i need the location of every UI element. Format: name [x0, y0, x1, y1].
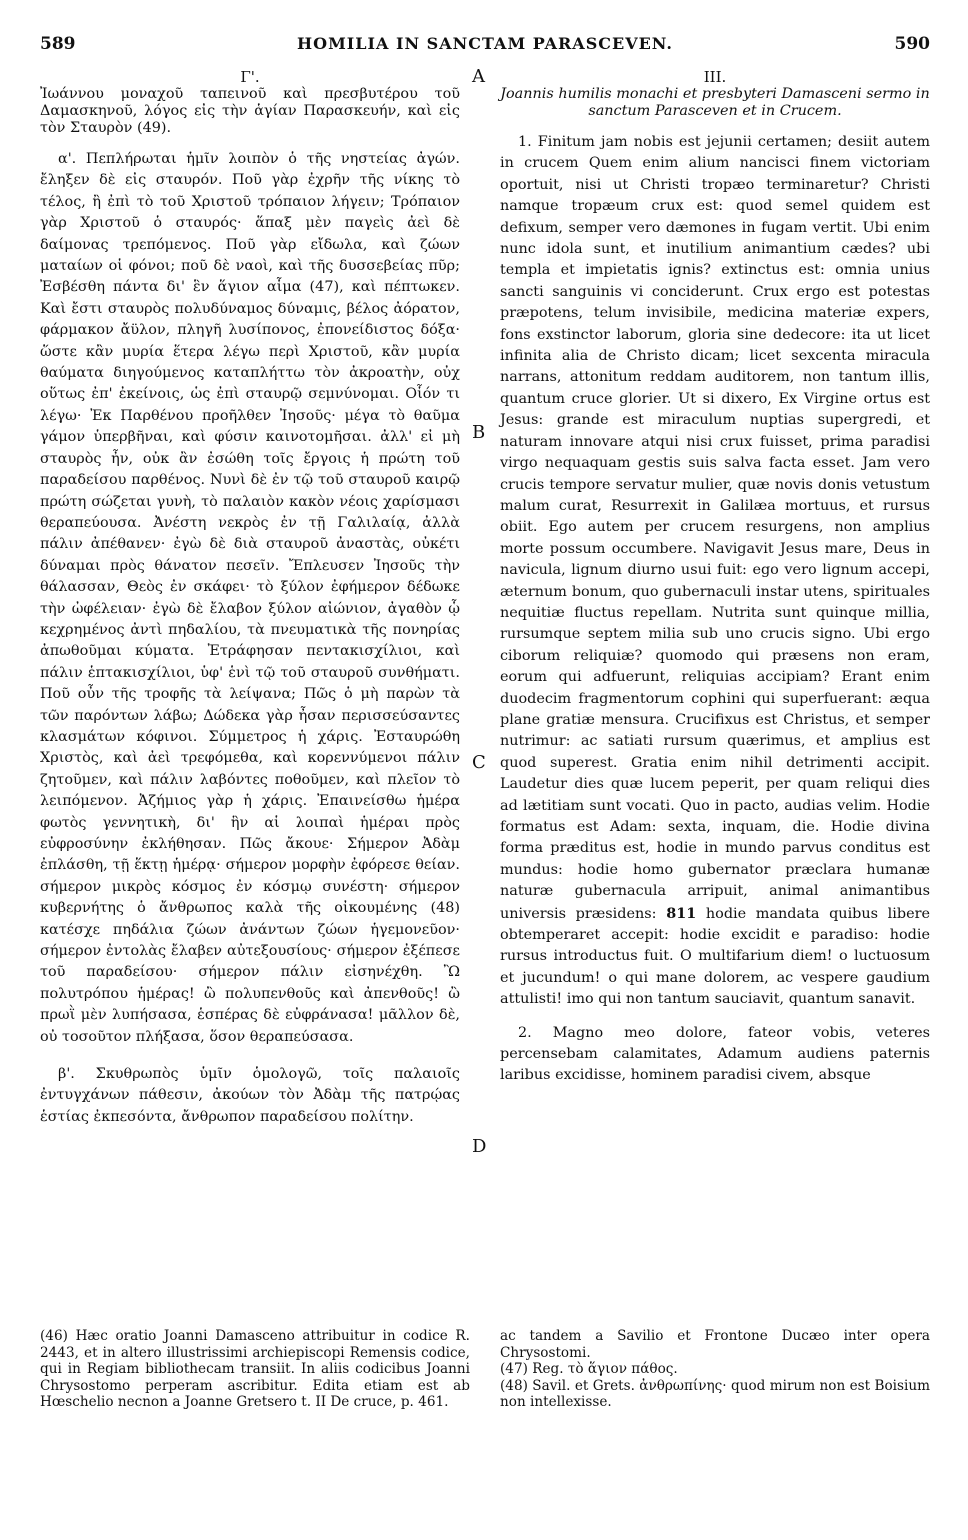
latin-paragraph-2: 2. Magno meo dolore, fateor vobis, veteres percensebam calamitates, Adamum audiens paternis laribus excidisse, hominem paradisi civem, absque [500, 1024, 930, 1084]
margin-letter-d: D [472, 1136, 487, 1157]
page-header [40, 34, 930, 60]
margin-letter-c: C [472, 752, 486, 773]
footnotes-left [40, 1328, 470, 1411]
latin-paragraph-1-text: 1. Finitum jam nobis est jejunii certamen; desiit autem in crucem Quem enim alium nancisci finem victoriam oportuit, nisi ut Christi tropæo terminaretur? Christi namque tropæum crux est: quod semel quidem est defixum, semper vero dæmones in fugam vertit. Ubi enim nunc idola sunt, et inutilium animantium cædes? ubi templa et impietatis ignis? extinctus est: omnia unius sancti sanguinis vi conciderunt. Crux ergo est potestas præpotens, telum invisibile, medicina materiæ expers, fons exstinctor laborum, gloria sine dedecore: ita ut licet infinita alia de Christo dicam; licet sexcenta miracula narrans, attonitum reddam auditorem, non tantum illis, quantum cruce glorier. Ut si dixero, Ex Virgine ortus est Jesus: grande est miraculum nuptias supergredi, et naturam innovare atqui nisi crux fuisset, prima paradisi virgo nequaquam gestis suis salva facta esset. Jam vero crucis tempore servatur mulier, quæ novis donis vetustum malum curat, Resurrexit in Galilæa mortuus, et rursus obiit. Ego autem per crucem resurgens, non amplius morte possum occumbere. Navigavit Jesus mare, Deus in navicula, lignum diurno usui fuit: ego vero lignum accepi, æternum bonum, quo gubernaculi instar utens, spirituales nequitiæ fluctus repellam. Nutrita sunt quinque millia, rursumque septem milia sub uno crucis signo. Ubi ergo ciborum reliquiæ? quomodo qui præsens non eram, eorum qui adfuerunt, reliquias accipiam? Erant enim duodecim fragmentorum cophini qui superfuerant: æqua plane gratiæ mensura. Crucifixus est Christus, et semper nutrimur: ac satiati rursum quærimus, et amplius est quod superest. Gratia enim nihil detrimenti accipit. Laudetur dies quæ lucem peperit, per quam reliqui dies ad lætitiam sunt vocati. Quo in pacto, audias velim. Hodie formatus est Adam: sexta, inquam, die. Hodie divina forma præditus est, hodie in mundo parvus conditus est mundus: hodie homo gubernator præclara humanæ naturæ gubernacula arripuit, animal animantibus universis præsidens: [500, 134, 930, 922]
latin-paragraph-1 [500, 132, 930, 1011]
footnote-46: (46) Hæc oratio Joanni Damasceno attribuitur in codice R. 2443, et in altero illustrissimi archiepiscopi Remensis codice, qui in Regiam bibliothecam transiit. In aliis codicibus Joanni Chrysostomo perperam ascribitur. Edita etiam est ab Hœschelio necnon a Joanne Gretsero t. II De cruce, p. 461. [40, 1328, 470, 1410]
greek-title: Ἰωάννου μοναχοῦ ταπεινοῦ καὶ πρεσβυτέρου τοῦ Δαμασκηνοῦ, λόγος εἰς τὴν ἁγίαν Παρασκευήν, καὶ εἰς τὸν Σταυρὸν (49). [40, 86, 460, 136]
margin-letter-a: A [472, 66, 485, 87]
greek-column [40, 68, 460, 1128]
greek-paragraph-1: α'. Πεπλήρωται ἡμῖν λοιπὸν ὁ τῆς νηστείας ἀγών. ἔληξεν δὲ εἰς σταυρόν. Ποῦ γὰρ ἐχρῆν τῆς νίκης τὸ τέλος, ἢ ἐπὶ τὸ τοῦ Χριστοῦ τρόπαιον λήγειν; Τρόπαιον γὰρ Χριστοῦ ὁ σταυρός· ἅπαξ μὲν παγεὶς ἀεὶ δὲ δαίμονας τρεπόμενος. Ποῦ γὰρ εἴδωλα, καὶ ζώων ματαίων οἱ φόνοι; ποῦ δὲ ναοὶ, καὶ τῆς δυσσεβείας πῦρ; Ἐσβέσθη πάντα δι' ἓν ἅγιον αἷμα (47), καὶ πέπτωκεν. Καὶ ἔστι σταυρὸς πολυδύναμος δύναμις, βέλος ἀόρατον, φάρμακον ἄϋλον, πληγῆ λυσίπονος, ἐπονείδιστος δόξα· ὥστε κἂν μυρία ἕτερα λέγω περὶ Χριστοῦ, κἂν μυρία θαύματα διηγούμενος καταπλήττω τὸν ἀκροατὴν, οὐχ οὕτως ἐπ' ἐκείνοις, ὡς ἐπὶ σταυρῷ σεμνύνομαι. Οἷόν τι λέγω· Ἐκ Παρθένου προῆλθεν Ἰησοῦς· μέγα τὸ θαῦμα γάμον ὑπερβῆναι, καὶ φύσιν καινοτομῆσαι. ἀλλ' εἰ μὴ σταυρὸς ἦν, οὐκ ἂν ἐσώθη τοῖς ἔργοις ἡ πρώτη τοῦ παραδείσου παρθένος. Νυνὶ δὲ ἐν τῷ τοῦ σταυροῦ καιρῷ πρώτη σώζεται γυνὴ, τὸ παλαιὸν κακὸν νέοις χαρίσμασι θεραπεύουσα. Ἀνέστη νεκρὸς ἐν τῇ Γαλιλαίᾳ, ἀλλὰ πάλιν ἀπέθανεν· ἐγὼ δὲ διὰ σταυροῦ ἀναστὰς, οὐκέτι δύναμαι πρὸς θάνατον πεσεῖν. Ἔπλευσεν Ἰησοῦς τὴν θάλασσαν, Θεὸς ἐν σκάφει· τὸ ξύλον ἐφήμερον δέδωκε τὴν ὠφέλειαν· ἐγὼ δὲ ἔλαβον ξύλον αἰώνιον, ἀγαθὸν ᾧ κεχρημένος ἀντὶ πηδαλίου, τὰ πνευματικὰ τῆς πονηρίας ἀπωθοῦμαι κύματα. Ἐτράφησαν πεντακισχίλιοι, καὶ πάλιν ἑπτακισχίλιοι, ὑφ' ἑνὶ τῷ τοῦ σταυροῦ συνθήματι. Ποῦ οὖν τῆς τροφῆς τὰ λείψανα; Πῶς ὁ μὴ παρὼν τὰ τῶν παρόντων λάβω; Δώδεκα γὰρ ἦσαν περισσεύσαντες κλασμάτων κόφινοι. Σύμμετρος ἡ χάρις. Ἐσταυρώθη Χριστὸς, καὶ ἀεὶ τρεφόμεθα, καὶ κορεννύμενοι πάλιν ζητοῦμεν, καὶ πάλιν λαβόντες ποθοῦμεν, καὶ πλεῖον τὸ λειπόμενον. Ἀζήμιος γὰρ ἡ χάρις. Ἐπαινείσθω ἡμέρα φωτὸς γεννητικὴ, δι' ἣν αἱ λοιπαὶ ἡμέραι πρὸς εὐφροσύνην ἐκλήθησαν. Πῶς ἄκουε· Σήμερον Ἀδὰμ ἐπλάσθη, τῇ ἕκτῃ ἡμέρᾳ· σήμερον μορφὴν ἐφόρεσε θείαν. σήμερον μικρὸς κόσμος ἐν κόσμῳ συνέστη· σήμερον κυβερνήτης ὁ ἄνθρωπος καλὰ τῆς οἰκουμένης (48) κατέσχε πηδάλια ζώων ἀνάντων ζώων ἡγεμονεῦον· σήμερον ἐντολὰς ἔλαβεν αὐτεξουσίους· σήμερον ἐξέπεσε τοῦ παραδείσου· σήμερον πάλιν εἰσηνέχθη. Ὢ πολυτρόπου ἡμέρας! ὢ πολυπενθοῦς καὶ ἀπενθοῦς! ὢ πρωῒ μὲν λυπήσασα, ἑσπέρας δὲ εὐφράνασα! μᾶλλον δὲ, οὐ τοσοῦτον πλήξασα, ὅσον θεραπεύσασα. [40, 151, 460, 1045]
latin-title: Joannis humilis monachi et presbyteri Damasceni sermo in sanctum Parasceven et in Crucem. [500, 86, 930, 119]
greek-paragraph-2: β'. Σκυθρωπὸς ὑμῖν ὁμολογῶ, τοῖς παλαιοῖς ἐντυγχάνων πάθεσιν, ἀκούων τὸν Ἀδὰμ τῆς πατρῴας ἑστίας ἐκπεσόντα, ἄνθρωπον παραδείσου πολίτην. [40, 1066, 460, 1125]
right-page-number: 590 [894, 34, 930, 54]
footnotes-right [500, 1328, 930, 1411]
greek-section-number: Γ'. [240, 68, 260, 86]
footnote-48: (48) Savil. et Grets. ἀνθρωπίνης· quod mirum non est Boisium non intellexisse. [500, 1377, 930, 1410]
footnote-47: (47) Reg. τὸ ἅγιον πάθος. [500, 1361, 678, 1377]
footnote-46-continued: ac tandem a Savilio et Frontone Ducæo inter opera Chrysostomi. [500, 1328, 930, 1361]
latin-paragraph-1-tail: hodie mandata quibus libere obtemperaret accepit: hodie excidit e paradiso: hodie rursus introductus fuit. O multifarium diem! o luctuosum et jucundum! o qui mane dolorem, ac vespere gaudium attulisti! imo qui non tantum sauciavit, quantum sanavit. [500, 905, 931, 1008]
left-page-number: 589 [40, 34, 76, 54]
latin-section-number: III. [703, 68, 727, 86]
running-title: HOMILIA IN SANCTAM PARASCEVEN. [297, 34, 673, 53]
margin-letter-b: B [472, 422, 486, 443]
column-marker: 811 [666, 904, 697, 922]
latin-column [500, 68, 930, 1087]
